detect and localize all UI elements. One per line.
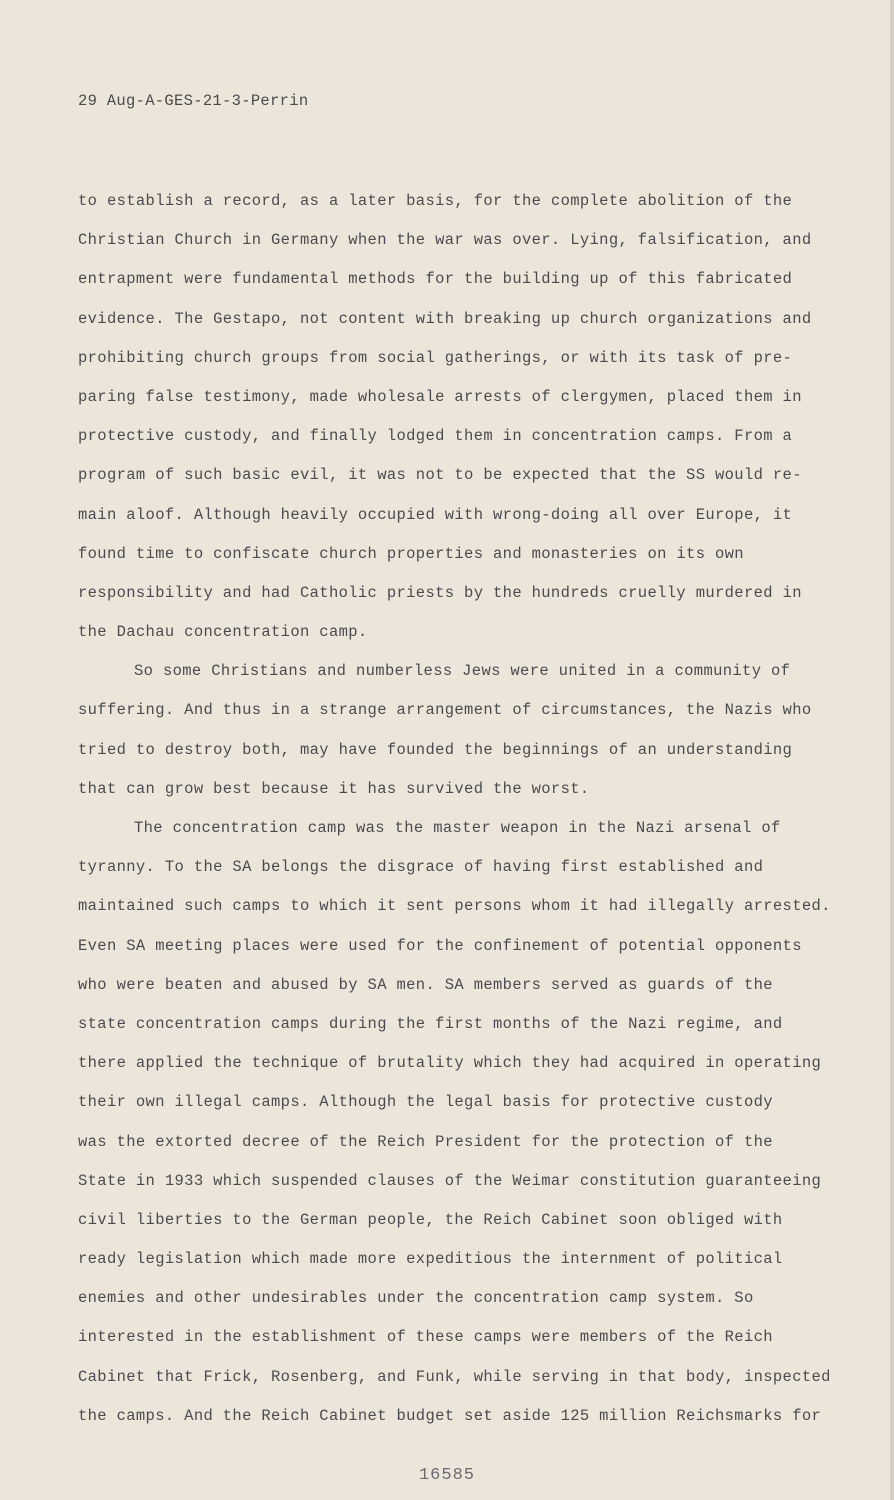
paragraph-start-line: So some Christians and numberless Jews were united in a community of: [134, 662, 791, 681]
text-line: evidence. The Gestapo, not content with breaking up church organizations and: [78, 309, 812, 328]
text-line: to establish a record, as a later basis, for the complete abolition of the: [78, 192, 793, 210]
page-number: 16585: [418, 1466, 475, 1485]
text-line: protective custody, and finally lodged them in concentration camps. From a: [78, 427, 793, 446]
text-line: the Dachau concentration camp.: [78, 623, 368, 642]
paragraph-start-line: The concentration camp was the master weapon in the Nazi arsenal of: [134, 819, 781, 837]
text-line: state concentration camps during the first months of the Nazi regime, and: [78, 1014, 783, 1033]
text-line: maintained such camps to which it sent persons whom it had illegally arrested.: [78, 897, 831, 916]
text-line: tyranny. To the SA belongs the disgrace of having first established and: [78, 858, 764, 877]
text-line: suffering. And thus in a strange arrangement of circumstances, the Nazis who: [78, 701, 812, 720]
text-line: there applied the technique of brutality which they had acquired in operating: [78, 1054, 822, 1073]
text-line: tried to destroy both, may have founded the beginnings of an understanding: [78, 740, 793, 759]
text-line: paring false testimony, made wholesale arrests of clergymen, placed them in: [78, 387, 802, 406]
text-line: Cabinet that Frick, Rosenberg, and Funk, while serving in that body, inspected: [78, 1367, 831, 1386]
text-line: entrapment were fundamental methods for the building up of this fabricated: [78, 270, 793, 289]
text-line: program of such basic evil, it was not to be expected that the SS would re-: [78, 466, 802, 485]
document-header: 29 Aug-A-GES-21-3-Perrin: [78, 92, 309, 110]
text-line: State in 1933 which suspended clauses of the Weimar constitution guaranteeing: [78, 1171, 822, 1190]
text-line: found time to confiscate church properties and monasteries on its own: [78, 544, 744, 563]
body-text: [78, 190, 838, 1444]
text-line: main aloof. Although heavily occupied with wrong-doing all over Europe, it: [78, 505, 793, 524]
text-line: civil liberties to the German people, the Reich Cabinet soon obliged with: [78, 1210, 783, 1229]
text-line: interested in the establishment of these camps were members of the Reich: [78, 1328, 773, 1347]
text-line: responsibility and had Catholic priests by the hundreds cruelly murdered in: [78, 583, 802, 602]
text-line: Christian Church in Germany when the war was over. Lying, falsification, and: [78, 231, 812, 250]
text-line: Even SA meeting places were used for the confinement of potential opponents: [78, 936, 802, 955]
text-line: that can grow best because it has survived the worst.: [78, 779, 590, 798]
text-line: was the extorted decree of the Reich President for the protection of the: [78, 1132, 773, 1151]
text-line: who were beaten and abused by SA men. SA members served as guards of the: [78, 975, 773, 994]
text-line: ready legislation which made more expeditious the internment of political: [78, 1250, 783, 1269]
text-line: enemies and other undesirables under the concentration camp system. So: [78, 1289, 754, 1308]
text-line: their own illegal camps. Although the legal basis for protective custody: [78, 1093, 773, 1112]
text-line: prohibiting church groups from social gatherings, or with its task of pre-: [78, 348, 793, 367]
text-line: the camps. And the Reich Cabinet budget set aside 125 million Reichsmarks for: [78, 1406, 822, 1425]
